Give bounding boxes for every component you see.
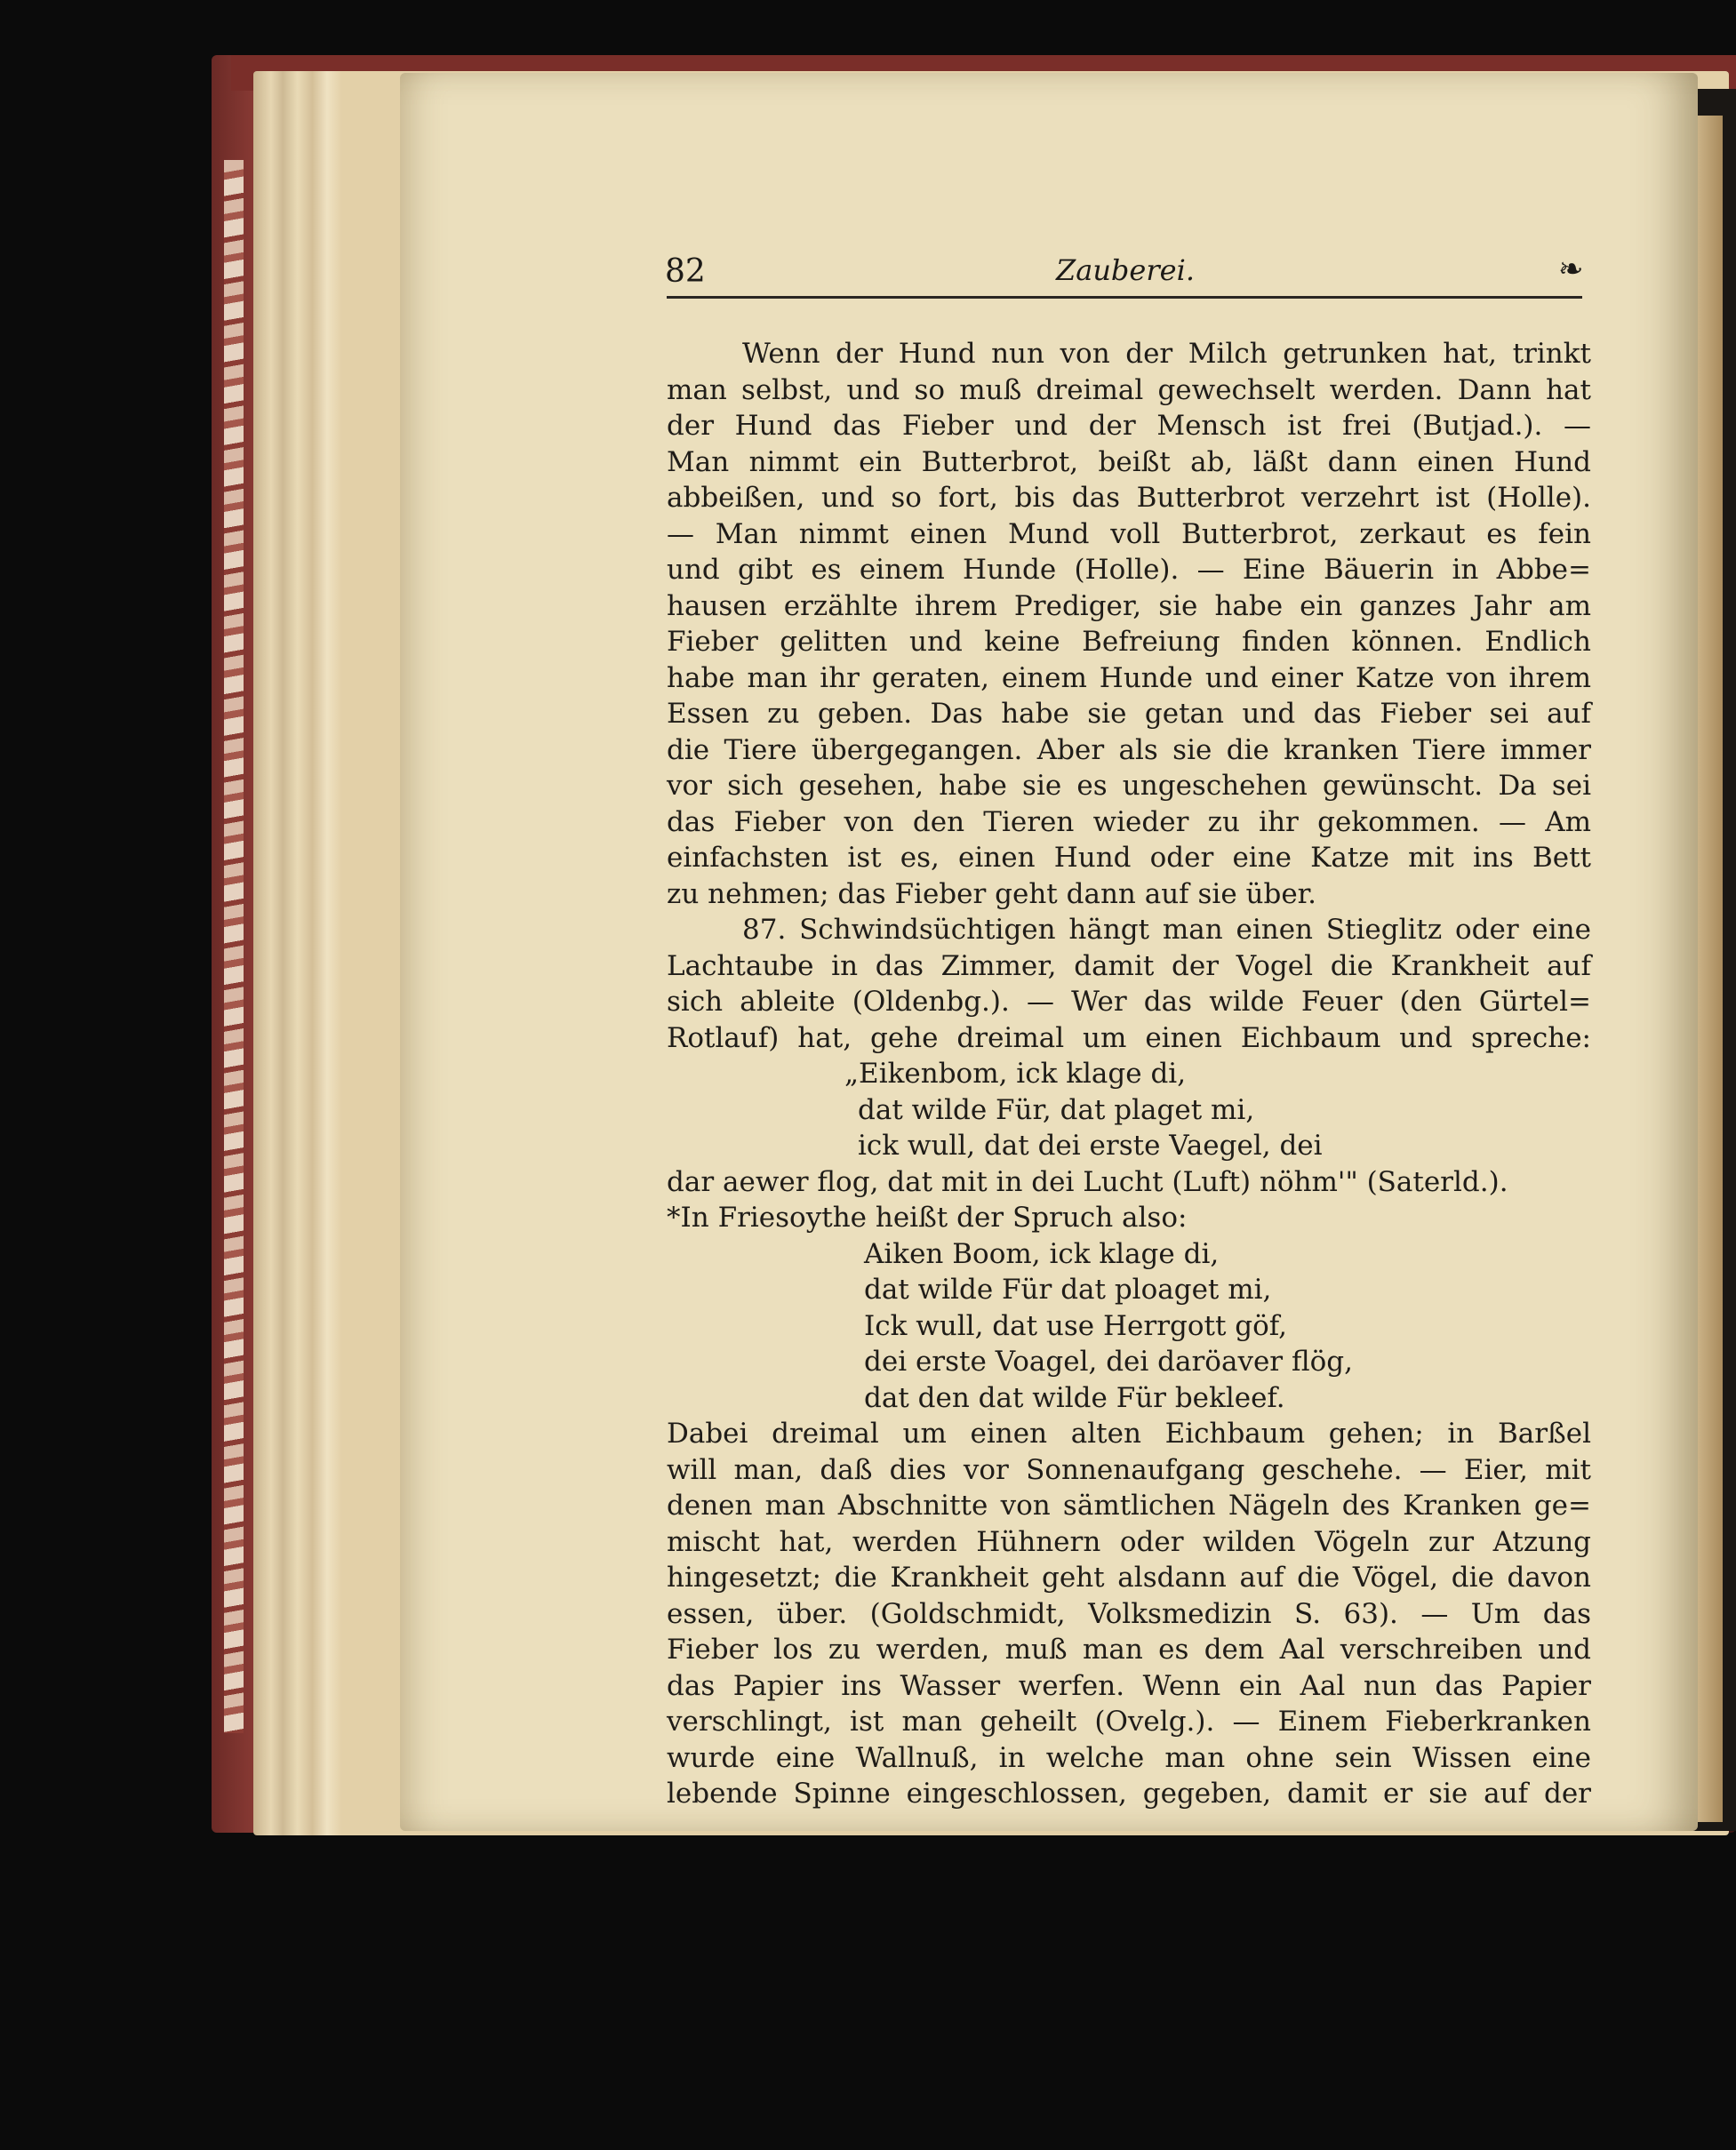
section-87-line: 87. Schwindsüchtigen hängt man einen Stieglitz oder eine <box>742 914 1591 946</box>
text-line: lebende Spinne eingeschlossen, gegeben, damit er sie auf der <box>667 1778 1591 1810</box>
text-line: Rotlauf) hat, gehe dreimal um einen Eichbaum und spreche: <box>667 1021 1591 1054</box>
text-line: essen, über. (Goldschmidt, Volksmedizin S. 63). — Um das <box>667 1597 1591 1630</box>
text-line: das Papier ins Wasser werfen. Wenn ein Aal nun das Papier <box>667 1669 1591 1702</box>
text-line: mischt hat, werden Hühnern oder wilden Vögeln zur Atzung <box>667 1525 1591 1558</box>
text-line: der Hund das Fieber und der Mensch ist frei (Butjad.). — <box>667 410 1591 442</box>
text-line: *In Friesoythe heißt der Spruch also: <box>667 1202 1188 1234</box>
verse-line: Aiken Boom, ick klage di, <box>864 1237 1220 1270</box>
text-line: abbeißen, und so fort, bis das Butterbrot verzehrt ist (Holle). <box>667 482 1591 514</box>
text-line: wurde eine Wallnuß, in welche man ohne sein Wissen eine <box>667 1741 1591 1774</box>
running-head <box>665 253 1589 298</box>
text-line: man selbst, und so muß dreimal gewechselt werden. Dann hat <box>667 373 1591 406</box>
fleuron-icon: ❧ <box>1558 252 1584 287</box>
text-line: das Fieber von den Tieren wieder zu ihr gekommen. — Am <box>667 805 1591 838</box>
text-line: die Tiere übergegangen. Aber als sie die kranken Tiere immer <box>667 733 1591 766</box>
verse-line: dat wilde Für dat ploaget mi, <box>864 1274 1272 1306</box>
text-line: Essen zu geben. Das habe sie getan und das Fieber sei auf <box>667 698 1591 730</box>
header-rule <box>667 296 1582 299</box>
text-line: verschlingt, ist man geheilt (Ovelg.). — Einem Fieberkranken <box>667 1706 1591 1738</box>
text-line: Man nimmt ein Butterbrot, beißt ab, läßt dann einen Hund <box>667 445 1591 478</box>
body-text <box>667 336 1591 1812</box>
verse-line: dat wilde Für, dat plaget mi, <box>858 1093 1255 1126</box>
text-line: — Man nimmt einen Mund voll Butterbrot, zerkaut es fein <box>667 517 1591 550</box>
text-line: habe man ihr geraten, einem Hunde und einer Katze von ihrem <box>667 661 1591 694</box>
text-line: Wenn der Hund nun von der Milch getrunken hat, trinkt <box>742 338 1591 370</box>
text-line: hausen erzählte ihrem Prediger, sie habe ein ganzes Jahr am <box>667 589 1591 622</box>
text-line: Dabei dreimal um einen alten Eichbaum gehen; in Barßel <box>667 1418 1591 1450</box>
text-line: vor sich gesehen, habe sie es ungeschehen gewünscht. Da sei <box>667 770 1591 802</box>
text-line: und gibt es einem Hunde (Holle). — Eine Bäuerin in Abbe= <box>667 554 1591 586</box>
text-line: denen man Abschnitte von sämtlichen Nägeln des Kranken ge= <box>667 1490 1591 1522</box>
marbled-endpaper <box>224 160 244 1733</box>
chapter-title: Zauberei. <box>1056 253 1195 287</box>
verse-line: „Eikenbom, ick klage di, <box>844 1058 1187 1090</box>
text-line: hingesetzt; die Krankheit geht alsdann auf die Vögel, die davon <box>667 1562 1591 1594</box>
text-line: zu nehmen; das Fieber geht dann auf sie über. <box>667 877 1316 910</box>
verse-line: ick wull, dat dei erste Vaegel, dei <box>858 1130 1323 1162</box>
verse-line: dei erste Voagel, dei daröaver flög, <box>864 1346 1354 1378</box>
verse-line: dat den dat wilde Für bekleef. <box>864 1381 1285 1414</box>
text-line: einfachsten ist es, einen Hund oder eine Katze mit ins Bett <box>667 842 1591 874</box>
verse-line: Ick wull, dat use Herrgott göf, <box>864 1309 1288 1342</box>
right-page-edges <box>1696 116 1723 1822</box>
text-line: Lachtaube in das Zimmer, damit der Vogel die Krankheit auf <box>667 949 1591 982</box>
text-line: sich ableite (Oldenbg.). — Wer das wilde Feuer (den Gürtel= <box>667 986 1591 1018</box>
text-line: dar aewer flog, dat mit in dei Lucht (Luft) nöhm'" (Saterld.). <box>667 1165 1508 1198</box>
text-line: Fieber gelitten und keine Befreiung finden können. Endlich <box>667 626 1591 658</box>
text-line: Fieber los zu werden, muß man es dem Aal verschreiben und <box>667 1634 1591 1666</box>
text-line: will man, daß dies vor Sonnenaufgang geschehe. — Eier, mit <box>667 1453 1591 1486</box>
page-number: 82 <box>665 253 706 290</box>
